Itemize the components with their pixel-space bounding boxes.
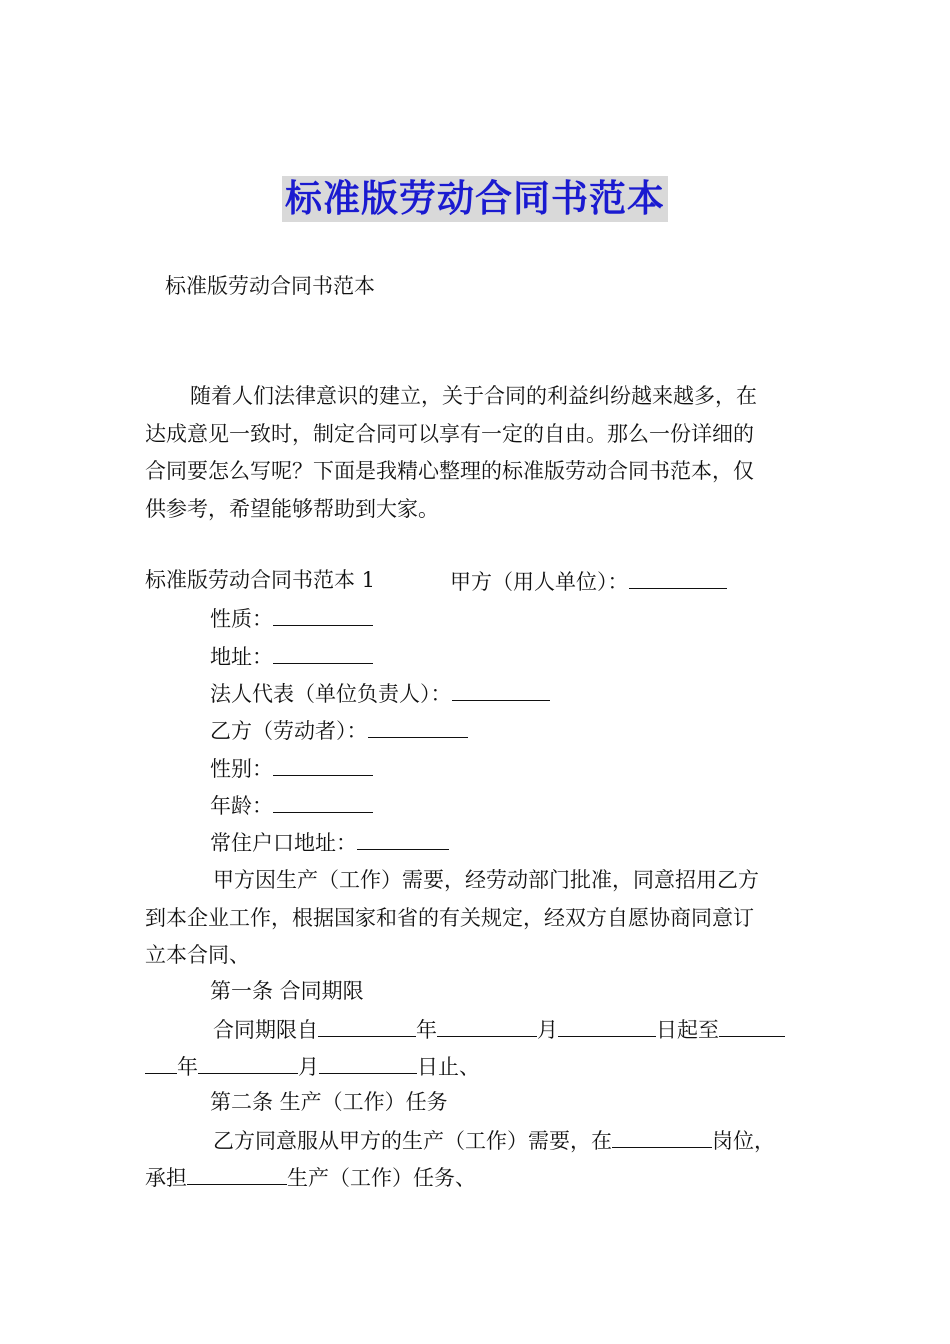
address-row	[210, 641, 373, 671]
position-blank[interactable]	[612, 1125, 712, 1148]
year-label: 年	[416, 1018, 437, 1042]
gender-row	[210, 753, 373, 783]
document-subtitle: 标准版劳动合同书范本	[165, 274, 375, 298]
month-label: 月	[537, 1018, 558, 1042]
intro-line-3: 合同要怎么写呢？下面是我精心整理的标准版劳动合同书范本，仅	[145, 459, 754, 483]
intro-line-2: 达成意见一致时，制定合同可以享有一定的自由。那么一份详细的	[145, 422, 754, 446]
party-a-row	[450, 566, 727, 596]
end-month-label: 月	[298, 1055, 319, 1079]
article-2-text-a: 乙方同意服从甲方的生产（工作）需要，在	[213, 1129, 612, 1153]
document-title: 标准版劳动合同书范本	[282, 176, 668, 222]
residence-row	[210, 827, 449, 857]
article-1-line-2	[145, 1051, 480, 1081]
end-year-blank-part1[interactable]	[719, 1014, 785, 1037]
article-1-line-1	[213, 1014, 785, 1044]
section-heading: 标准版劳动合同书范本 1	[145, 568, 376, 592]
start-day-blank[interactable]	[558, 1014, 656, 1037]
gender-blank[interactable]	[273, 753, 373, 776]
article-2-heading: 第二条 生产（工作）任务	[210, 1090, 448, 1114]
legal-rep-label: 法人代表（单位负责人）：	[210, 682, 452, 706]
age-blank[interactable]	[273, 790, 373, 813]
preamble-line-1: 甲方因生产（工作）需要，经劳动部门批准，同意招用乙方	[213, 868, 759, 892]
end-year-label: 年	[177, 1055, 198, 1079]
end-day-blank[interactable]	[319, 1051, 417, 1074]
preamble-line-2: 到本企业工作，根据国家和省的有关规定，经双方自愿协商同意订	[145, 906, 754, 930]
party-a-blank[interactable]	[629, 566, 727, 589]
article-2-text-c: 承担	[145, 1166, 187, 1190]
party-b-row	[210, 715, 468, 745]
article-2-text-b: 岗位，	[712, 1129, 775, 1153]
article-2-text-d: 生产（工作）任务、	[287, 1166, 476, 1190]
nature-blank[interactable]	[273, 603, 373, 626]
article-2-line-1	[213, 1125, 775, 1155]
end-year-blank-part2[interactable]	[145, 1051, 177, 1074]
preamble-line-3: 立本合同、	[145, 943, 250, 967]
end-day-label: 日止、	[417, 1055, 480, 1079]
term-from-label: 合同期限自	[213, 1018, 318, 1042]
age-row	[210, 790, 373, 820]
address-blank[interactable]	[273, 641, 373, 664]
section-heading-row	[145, 566, 375, 594]
intro-line-1: 随着人们法律意识的建立，关于合同的利益纠纷越来越多，在	[190, 384, 757, 408]
party-b-label: 乙方（劳动者）：	[210, 719, 368, 743]
title-container	[0, 176, 950, 222]
start-month-blank[interactable]	[437, 1014, 537, 1037]
intro-line-4: 供参考，希望能够帮助到大家。	[145, 497, 439, 521]
party-a-label: 甲方（用人单位）：	[450, 570, 629, 594]
start-year-blank[interactable]	[318, 1014, 416, 1037]
nature-row	[210, 603, 373, 633]
day-to-label: 日起至	[656, 1018, 719, 1042]
legal-rep-row	[210, 678, 550, 708]
residence-label: 常住户口地址：	[210, 831, 357, 855]
end-month-blank[interactable]	[198, 1051, 298, 1074]
party-b-blank[interactable]	[368, 715, 468, 738]
gender-label: 性别：	[210, 757, 273, 781]
legal-rep-blank[interactable]	[452, 678, 550, 701]
residence-blank[interactable]	[357, 827, 449, 850]
age-label: 年龄：	[210, 794, 273, 818]
article-1-heading: 第一条 合同期限	[210, 979, 364, 1003]
address-label: 地址：	[210, 645, 273, 669]
article-2-line-2	[145, 1162, 476, 1192]
nature-label: 性质：	[210, 607, 273, 631]
task-blank[interactable]	[187, 1162, 287, 1185]
